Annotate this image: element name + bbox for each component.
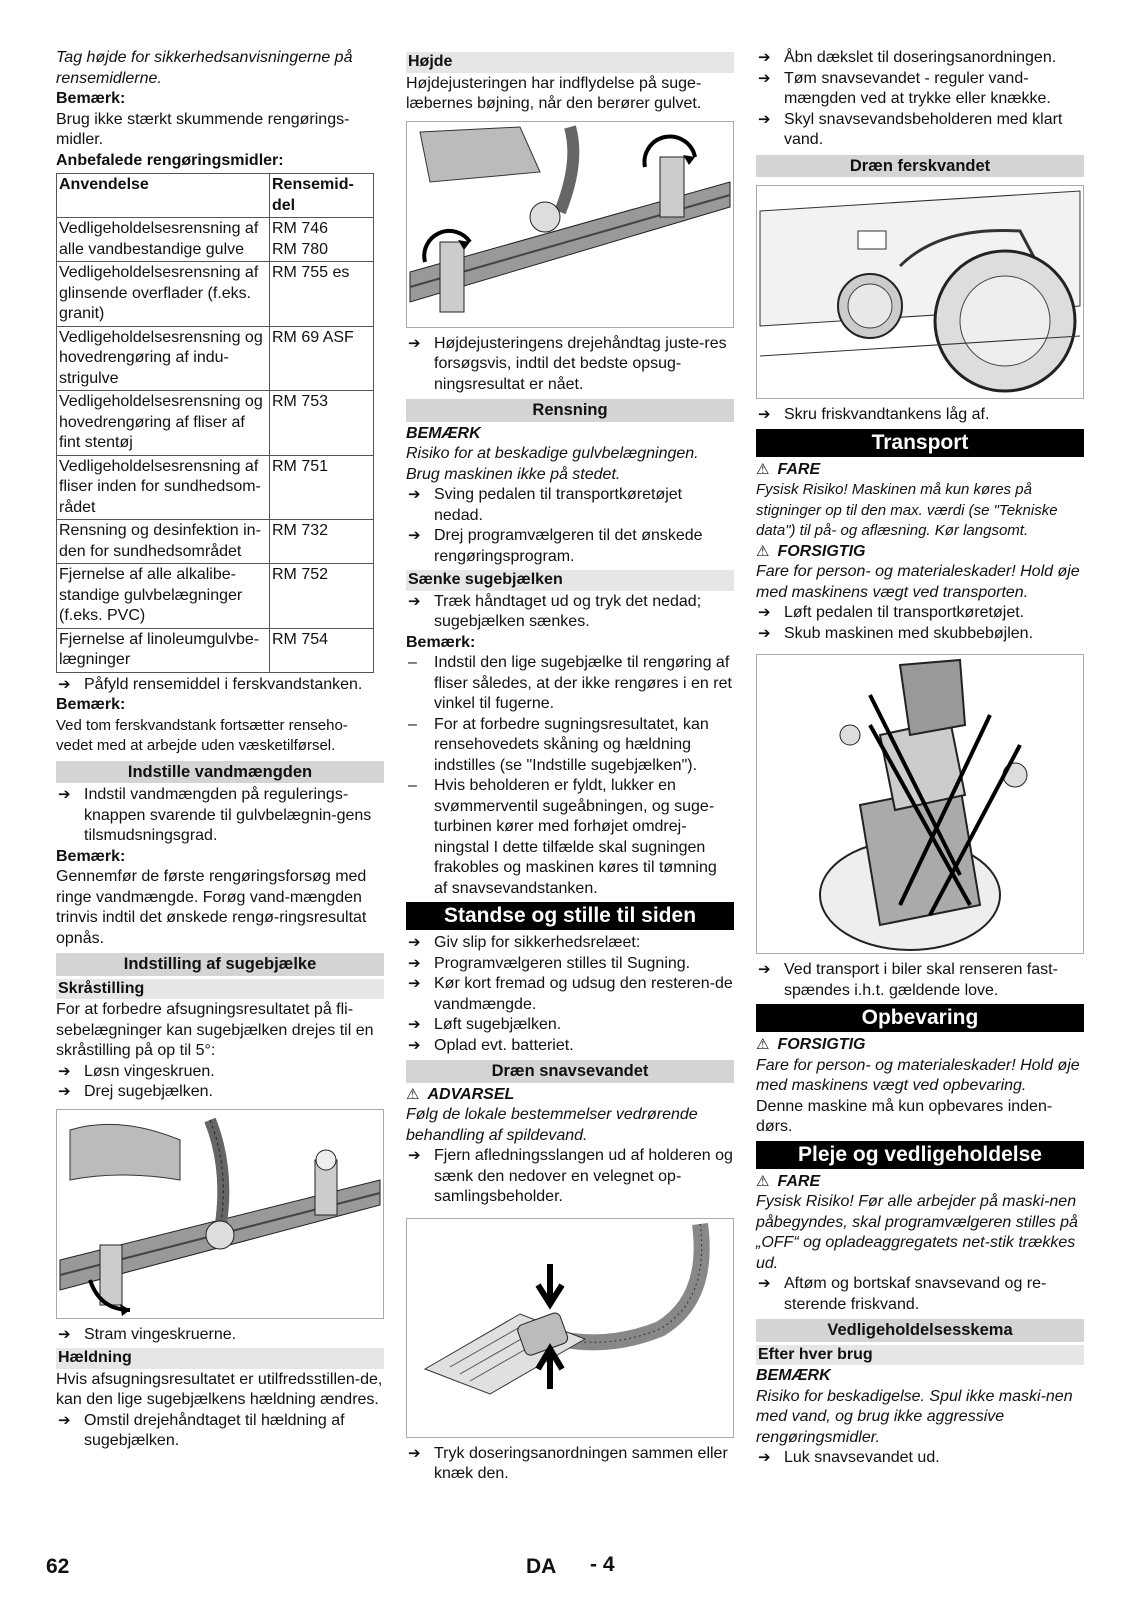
stop-step: ➔ Giv slip for sikkerhedsrelæet: xyxy=(406,933,734,954)
table-row xyxy=(57,326,374,391)
skew-step: ➔ Løsn vingeskruen. xyxy=(56,1062,384,1083)
skew-heading: Skråstilling xyxy=(56,979,384,1000)
table-header: Rensemid-del xyxy=(270,174,374,218)
intro-text: Tag højde for sikkerhedsanvisningerne på rensemidlerne. xyxy=(56,49,353,87)
last-step: ➔ Luk snavsevandet ud. xyxy=(756,1448,1084,1469)
skew-step: ➔ Drej sugebjælken. xyxy=(56,1082,384,1103)
warning-triangle-icon: ⚠ xyxy=(756,542,770,560)
table-cell: RM 69 ASF xyxy=(270,326,374,391)
transport-step: ➔ Løft pedalen til transportkøretøjet. xyxy=(756,603,1084,624)
table-cell: Vedligeholdelsesrensning og hovedrengøring af indu-strigulve xyxy=(57,326,270,391)
warning-label: ⚠ ADVARSEL xyxy=(406,1085,515,1103)
note-label: Bemærk: xyxy=(56,90,126,107)
drain-dirty-heading: Dræn snavsevandet xyxy=(406,1060,734,1083)
squeegee-skew-illustration xyxy=(56,1109,384,1319)
table-cell: RM 753 xyxy=(270,391,374,456)
table-row xyxy=(57,391,374,456)
column-3 xyxy=(756,48,1084,1469)
notice-text: Risiko for beskadigelse. Spul ikke maski-nen med vand, og brug ikke aggressive rengøringsmidler. xyxy=(756,1387,1073,1446)
fresh-heading: Dræn ferskvandet xyxy=(756,155,1084,178)
note2-text: Ved tom ferskvandstank fortsætter renseho-vedet med at arbejde uden væsketilførsel. xyxy=(56,716,348,754)
warning-triangle-icon: ⚠ xyxy=(406,1085,420,1103)
language-code: DA xyxy=(526,1555,557,1578)
cleaning-step: ➔ Sving pedalen til transportkøretøjet nedad. xyxy=(406,485,734,526)
stop-heading: Standse og stille til siden xyxy=(406,902,734,930)
height-heading: Højde xyxy=(406,52,734,73)
storage-heading: Opbevaring xyxy=(756,1004,1084,1032)
height-step: ➔ Højdejusteringens drejehåndtag juste-res forsøgsvis, indtil det bedste opsug-ningsresultat er nået. xyxy=(406,334,734,396)
warning-triangle-icon: ⚠ xyxy=(756,1036,770,1053)
table-row xyxy=(57,564,374,629)
danger-label: ⚠ FARE xyxy=(756,460,821,478)
cleaning-step: ➔ Drej programvælgeren til det ønskede rengøringsprogram. xyxy=(406,526,734,567)
transport-illustration xyxy=(756,654,1084,954)
table-cell: Vedligeholdelsesrensning og hovedrengøring af fliser af fint stentøj xyxy=(57,391,270,456)
warning-text: Følg de lokale bestemmelser vedrørende behandling af spildevand. xyxy=(406,1106,698,1144)
table-cell: RM 755 es xyxy=(270,262,374,327)
note2-label: Bemærk: xyxy=(56,696,126,713)
table-cell: Rensning og desinfektion in-den for sundhedsområdet xyxy=(57,520,270,564)
warning-triangle-icon: ⚠ xyxy=(756,460,770,478)
lower-step: ➔ Træk håndtaget ud og tryk det nedad; sugebjælken sænkes. xyxy=(406,592,734,633)
hose-illustration xyxy=(406,1218,734,1438)
table-row xyxy=(57,262,374,327)
after-use-heading: Efter hver brug xyxy=(756,1345,1084,1366)
table-row xyxy=(57,218,374,262)
note3-label: Bemærk: xyxy=(56,847,126,865)
table-row xyxy=(57,520,374,564)
top-step: ➔ Skyl snavsevandsbeholderen med klart vand. xyxy=(756,110,1084,151)
notice-label: BEMÆRK xyxy=(406,424,481,442)
lower-heading: Sænke sugebjælken xyxy=(406,570,734,591)
section-page-number: - 4 xyxy=(590,1553,615,1576)
page-number: 62 xyxy=(46,1555,70,1578)
note-label: Bemærk: xyxy=(406,633,476,651)
table-cell: Fjernelse af alle alkalibe-standige gulvbelægninger (f.eks. PVC) xyxy=(57,564,270,629)
storage-caution-text: Fare for person- og materialeskader! Hold øje med maskinens vægt ved opbevaring. xyxy=(756,1056,1080,1094)
hose-drawing xyxy=(407,1219,733,1437)
caution-label: ⚠ FORSIGTIG xyxy=(756,542,866,560)
drain-step: ➔ Fjern afledningsslangen ud af holderen og sænk den nedover en velegnet op-samlingsbeholder. xyxy=(406,1146,734,1208)
warning-triangle-icon: ⚠ xyxy=(756,1172,770,1190)
top-step: ➔ Tøm snavsevandet - reguler vand-mængden ved at trykke eller knække. xyxy=(756,69,1084,110)
table-cell: RM 752 xyxy=(270,564,374,629)
water-step: ➔ Indstil vandmængden på regulerings-knappen svarende til gulvbelægnin-gens tilsmudsningsgrad. xyxy=(56,785,384,847)
care-heading: Pleje og vedligeholdelse xyxy=(756,1141,1084,1169)
water-heading: Indstille vandmængden xyxy=(56,761,384,784)
schedule-heading: Vedligeholdelsesskema xyxy=(756,1319,1084,1342)
height-text: Højdejusteringen har indflydelse på suge-læbernes bøjning, når den berører gulvet. xyxy=(406,74,702,112)
stop-step: ➔ Kør kort fremad og udsug den resteren-de vandmængde. xyxy=(406,974,734,1015)
column-2 xyxy=(406,48,734,1485)
notice-text: Risiko for at beskadige gulvbelægningen. Brug maskinen ikke på stedet. xyxy=(406,445,699,483)
table-header-row xyxy=(57,174,374,218)
skew-text: For at forbedre afsugningsresultatet på fli-sebelægninger kan sugebjælken drejes til en skråstilling på op til 5°: xyxy=(56,1001,374,1059)
transport-step: ➔ Skub maskinen med skubbebøjlen. xyxy=(756,624,1084,645)
cleaning-heading: Rensning xyxy=(406,399,734,422)
table-cell: Vedligeholdelsesrensning af fliser inden for sundhedsom-rådet xyxy=(57,455,270,520)
vehicle-step: ➔ Ved transport i biler skal renseren fast-spændes i.h.t. gældende love. xyxy=(756,960,1084,1001)
squeegee-heading: Indstilling af sugebjælke xyxy=(56,953,384,976)
care-danger-label: ⚠ FARE xyxy=(756,1172,821,1190)
note-dash-item: – Indstil den lige sugebjælke til rengøring af fliser således, at der ikke rengøres i en ret vinkel til fugerne. xyxy=(406,653,734,715)
table-cell: RM 746 RM 780 xyxy=(270,218,374,262)
column-1 xyxy=(56,48,384,1452)
note-text: Brug ikke stærkt skummende rengørings-midler. xyxy=(56,110,350,148)
fresh-tank-drawing xyxy=(757,186,1083,398)
stop-step: ➔ Løft sugebjælken. xyxy=(406,1015,734,1036)
tilt-step: ➔ Omstil drejehåndtaget til hældning af sugebjælken. xyxy=(56,1411,384,1452)
stop-step: ➔ Programvælgeren stilles til Sugning. xyxy=(406,954,734,975)
care-danger-text: Fysisk Risiko! Før alle arbejder på maski-nen påbegyndes, skal programvælgeren stilles på „OFF“ og opladeaggregatets net-stik trækkes ud. xyxy=(756,1193,1078,1272)
table-cell: Fjernelse af linoleumgulvbe-lægninger xyxy=(57,628,270,672)
table-header: Anvendelse xyxy=(57,174,270,218)
fill-step: ➔ Påfyld rensemiddel i ferskvandstanken. xyxy=(56,675,384,696)
note-dash-item: – Hvis beholderen er fyldt, lukker en svømmerventil sugeåbningen, og suge-turbinen kører med forhøjet omdrej-ningstal I dette tilfælde skal sugningen frakobles og maskinen køres til tømning af snavsevandstanken. xyxy=(406,776,734,899)
recommended-heading: Anbefalede rengøringsmidler: xyxy=(56,151,284,169)
press-step: ➔ Tryk doseringsanordningen sammen eller knæk den. xyxy=(406,1444,734,1485)
top-step: ➔ Åbn dækslet til doseringsanordningen. xyxy=(756,48,1084,69)
notice-label: BEMÆRK xyxy=(756,1367,831,1384)
table-body xyxy=(57,218,374,673)
squeegee-skew-drawing xyxy=(57,1110,383,1318)
transport-heading: Transport xyxy=(756,429,1084,457)
stop-step: ➔ Oplad evt. batteriet. xyxy=(406,1036,734,1057)
detergent-table xyxy=(56,173,374,673)
table-row xyxy=(57,455,374,520)
table-row xyxy=(57,628,374,672)
height-adjust-drawing xyxy=(407,122,733,327)
care-step: ➔ Aftøm og bortskaf snavsevand og re-sterende friskvand. xyxy=(756,1274,1084,1315)
fresh-tank-illustration xyxy=(756,185,1084,399)
tilt-text: Hvis afsugningsresultatet er utilfredsstillen-de, kan den lige sugebjælkens hældning ændres. xyxy=(56,1370,383,1408)
danger-text: Fysisk Risiko! Maskinen må kun køres på stigninger op til den max. værdi (se "Tekniske data") til på- og aflæsning. Kør langsomt. xyxy=(756,481,1058,539)
transport-drawing xyxy=(757,655,1083,953)
table-cell: RM 754 xyxy=(270,628,374,672)
table-cell: RM 732 xyxy=(270,520,374,564)
height-adjust-illustration xyxy=(406,121,734,328)
table-cell: RM 751 xyxy=(270,455,374,520)
table-cell: Vedligeholdelsesrensning af glinsende overflader (f.eks. granit) xyxy=(57,262,270,327)
table-cell: Vedligeholdelsesrensning af alle vandbestandige gulve xyxy=(57,218,270,262)
note3-text: Gennemfør de første rengøringsforsøg med ringe vandmængde. Forøg vand-mængden trinvis indtil det ønskede rengø-ringsresultat opnås. xyxy=(56,868,367,947)
caution-text: Fare for person- og materialeskader! Hold øje med maskinens vægt ved transporten. xyxy=(756,563,1080,601)
storage-text: Denne maskine må kun opbevares inden-dørs. xyxy=(756,1097,1053,1135)
storage-caution-label: ⚠ FORSIGTIG xyxy=(756,1036,866,1053)
tighten-step: ➔ Stram vingeskruerne. xyxy=(56,1325,384,1346)
tilt-heading: Hældning xyxy=(56,1348,384,1369)
note-dash-item: – For at forbedre sugningsresultatet, kan rensehovedets skåning og hældning indstilles (se "Indstille sugebjælken"). xyxy=(406,715,734,777)
fresh-step: ➔ Skru friskvandtankens låg af. xyxy=(756,405,1084,426)
